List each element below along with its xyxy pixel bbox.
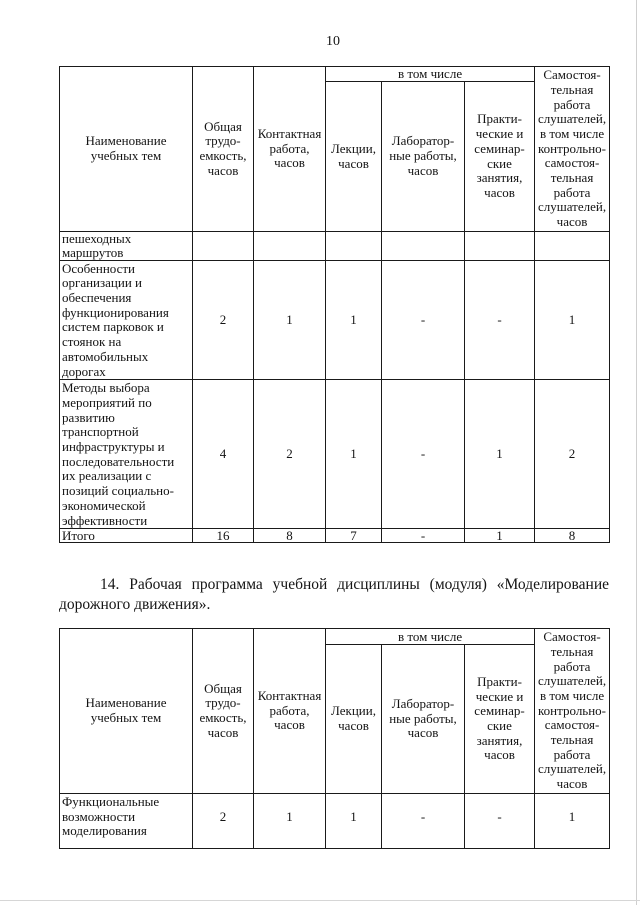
header-labs: Лаборатор- ные работы, часов bbox=[382, 645, 465, 794]
section-heading-line-2: дорожного движения». bbox=[59, 596, 211, 613]
table-row bbox=[60, 380, 610, 529]
cell-contact: 1 bbox=[254, 260, 326, 380]
cell-topic: Функциональные возможности моделирования bbox=[60, 794, 193, 849]
table-row bbox=[60, 794, 610, 849]
cell-lectures: 1 bbox=[326, 794, 382, 849]
header-row bbox=[60, 67, 610, 82]
cell-practice bbox=[465, 232, 535, 261]
header-including: в том числе bbox=[326, 67, 535, 82]
cell-practice: - bbox=[465, 794, 535, 849]
cell-lectures: 1 bbox=[326, 380, 382, 529]
section-heading-line-1: 14. Рабочая программа учебной дисциплины (модуля) «Моделирование bbox=[100, 576, 609, 593]
cell-self-study: 2 bbox=[535, 380, 610, 529]
cell-contact: 1 bbox=[254, 794, 326, 849]
cell-self-study: 1 bbox=[535, 260, 610, 380]
cell-lectures: 1 bbox=[326, 260, 382, 380]
cell-self-study: 8 bbox=[535, 529, 610, 543]
cell-labs: - bbox=[382, 529, 465, 543]
section-heading bbox=[59, 575, 609, 615]
header-total-hours: Общая трудо- емкость, часов bbox=[193, 629, 254, 794]
topics-table-1 bbox=[59, 66, 610, 543]
cell-labs: - bbox=[382, 380, 465, 529]
cell-total: 2 bbox=[193, 794, 254, 849]
table-row bbox=[60, 260, 610, 380]
total-row bbox=[60, 529, 610, 543]
cell-labs bbox=[382, 232, 465, 261]
cell-labs: - bbox=[382, 260, 465, 380]
header-topic-name: Наименование учебных тем bbox=[60, 67, 193, 232]
cell-labs: - bbox=[382, 794, 465, 849]
cell-self-study bbox=[535, 232, 610, 261]
cell-topic: Особенности организации и обеспечения функционирования систем парковок и стоянок на автомобильных дорогах bbox=[60, 260, 193, 380]
cell-self-study: 1 bbox=[535, 794, 610, 849]
cell-practice: 1 bbox=[465, 380, 535, 529]
cell-contact bbox=[254, 232, 326, 261]
scan-edge-right bbox=[636, 0, 637, 905]
cell-total: 16 bbox=[193, 529, 254, 543]
cell-total: 4 bbox=[193, 380, 254, 529]
cell-total bbox=[193, 232, 254, 261]
header-practice: Практи- ческие и семинар- ские занятия, часов bbox=[465, 82, 535, 232]
header-total-hours: Общая трудо- емкость, часов bbox=[193, 67, 254, 232]
table-row bbox=[60, 232, 610, 261]
scan-edge-bottom bbox=[0, 900, 640, 901]
cell-total: 2 bbox=[193, 260, 254, 380]
header-contact-hours: Контактная работа, часов bbox=[254, 67, 326, 232]
page-number: 10 bbox=[326, 34, 340, 49]
cell-lectures: 7 bbox=[326, 529, 382, 543]
cell-topic: пешеходных маршрутов bbox=[60, 232, 193, 261]
header-labs: Лаборатор- ные работы, часов bbox=[382, 82, 465, 232]
header-lectures: Лекции, часов bbox=[326, 645, 382, 794]
topics-table-2 bbox=[59, 628, 610, 849]
cell-practice: - bbox=[465, 260, 535, 380]
cell-topic: Методы выбора мероприятий по развитию транспортной инфраструктуры и последовательности их реализации с позиций социально- экономической эффективности bbox=[60, 380, 193, 529]
cell-topic: Итого bbox=[60, 529, 193, 543]
header-row bbox=[60, 629, 610, 645]
cell-lectures bbox=[326, 232, 382, 261]
header-including: в том числе bbox=[326, 629, 535, 645]
header-self-study: Самостоя- тельная работа слушателей, в том числе контрольно- самостоя- тельная работа слушателей, часов bbox=[535, 629, 610, 794]
header-topic-name: Наименование учебных тем bbox=[60, 629, 193, 794]
cell-practice: 1 bbox=[465, 529, 535, 543]
cell-contact: 8 bbox=[254, 529, 326, 543]
header-contact-hours: Контактная работа, часов bbox=[254, 629, 326, 794]
cell-contact: 2 bbox=[254, 380, 326, 529]
header-practice: Практи- ческие и семинар- ские занятия, часов bbox=[465, 645, 535, 794]
header-self-study: Самостоя- тельная работа слушателей, в том числе контрольно- самостоя- тельная работа слушателей, часов bbox=[535, 67, 610, 232]
header-lectures: Лекции, часов bbox=[326, 82, 382, 232]
